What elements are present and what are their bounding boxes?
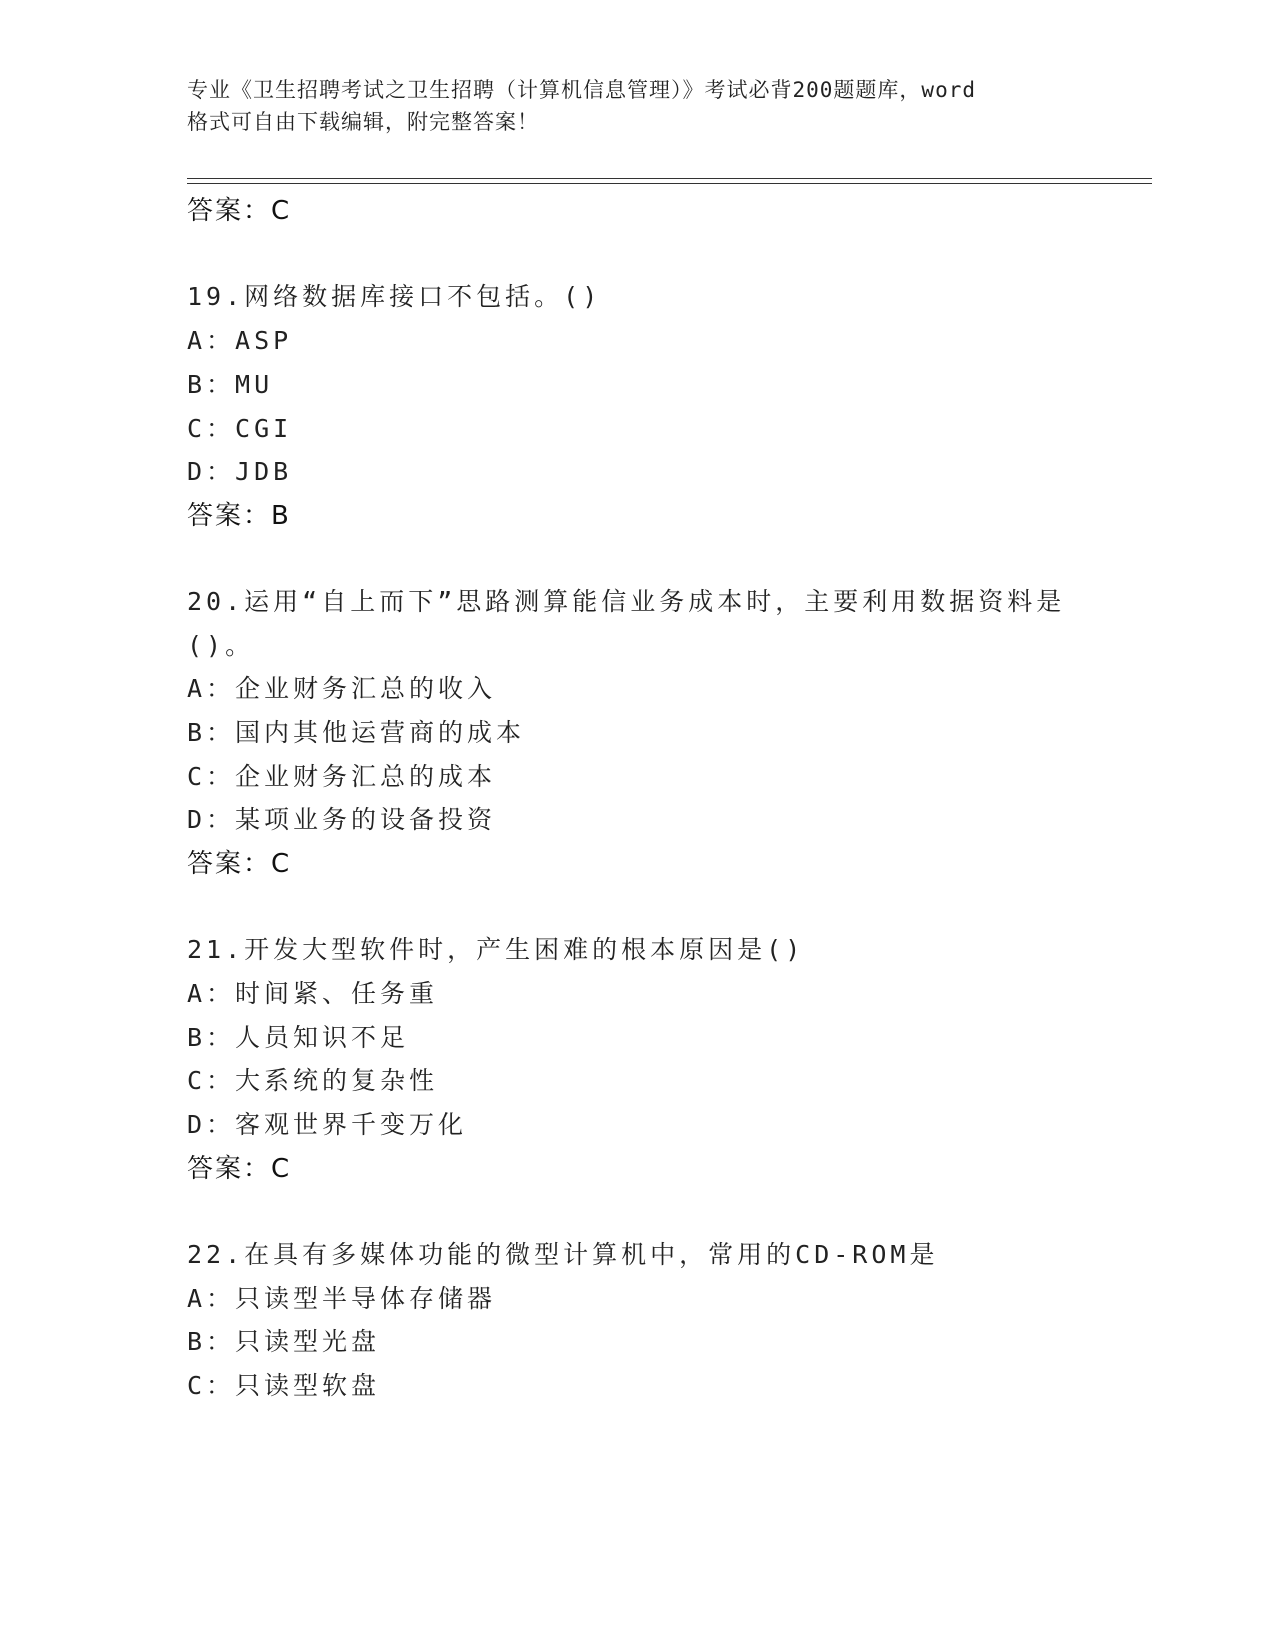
question-stem: 22.在具有多媒体功能的微型计算机中，常用的CD-ROM是 [187, 1240, 939, 1269]
option-a: A：企业财务汇总的收入 [187, 674, 497, 703]
option-a: A：ASP [187, 326, 293, 355]
question-stem: 19.网络数据库接口不包括。() [187, 282, 602, 311]
option-c: C：只读型软盘 [187, 1371, 381, 1400]
header-divider-bottom [187, 183, 1152, 184]
option-c: C：企业财务汇总的成本 [187, 762, 497, 791]
document-header [187, 74, 1087, 138]
option-d: D：JDB [187, 457, 293, 486]
option-a: A：只读型半导体存储器 [187, 1284, 497, 1313]
option-b: B：只读型光盘 [187, 1327, 381, 1356]
option-c: C：大系统的复杂性 [187, 1066, 439, 1095]
option-d: D：客观世界千变万化 [187, 1110, 468, 1139]
option-c: C：CGI [187, 414, 293, 443]
option-b: B：国内其他运营商的成本 [187, 718, 526, 747]
question-stem-continued: ()。 [187, 631, 255, 660]
answer-line: 答案：C [187, 849, 292, 879]
header-line-1: 专业《卫生招聘考试之卫生招聘（计算机信息管理）》考试必背200题题库，word [187, 78, 976, 102]
option-b: B：MU [187, 370, 274, 399]
option-a: A：时间紧、任务重 [187, 979, 439, 1008]
question-stem: 21.开发大型软件时，产生困难的根本原因是() [187, 935, 805, 964]
answer-line: 答案：C [187, 196, 292, 226]
option-d: D：某项业务的设备投资 [187, 805, 497, 834]
question-stem: 20.运用“自上而下”思路测算能信业务成本时，主要利用数据资料是 [187, 587, 1066, 616]
header-line-2: 格式可自由下载编辑，附完整答案！ [187, 110, 539, 134]
answer-line: 答案：B [187, 501, 291, 531]
header-divider-top [187, 178, 1152, 179]
answer-line: 答案：C [187, 1154, 292, 1184]
option-b: B：人员知识不足 [187, 1023, 410, 1052]
